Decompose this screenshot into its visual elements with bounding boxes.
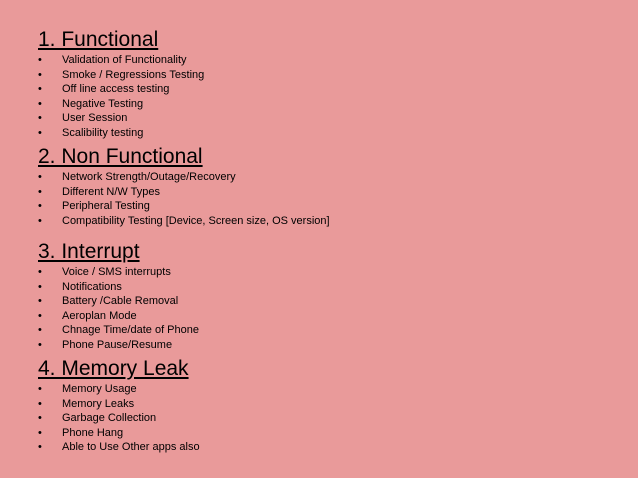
bullet-icon: • [38, 214, 42, 227]
section-functional [38, 28, 204, 140]
section-heading: 1. Functional [38, 28, 159, 51]
list-item [38, 411, 200, 426]
list-item [38, 170, 330, 185]
bullet-list [38, 170, 330, 228]
bullet-icon: • [38, 295, 42, 307]
bullet-icon: • [38, 54, 42, 66]
list-item [38, 280, 199, 295]
bullet-icon: • [38, 112, 42, 124]
list-item [38, 426, 200, 441]
list-item [38, 111, 204, 126]
list-item-text: Compatibility Testing [Device, Screen size, OS version] [62, 214, 330, 227]
section-heading: 2. Non Functional [38, 145, 203, 168]
bullet-icon: • [38, 280, 42, 293]
list-item-text: Negative Testing [62, 97, 144, 110]
bullet-icon: • [38, 324, 42, 336]
list-item-text: Smoke / Regressions Testing [62, 68, 205, 81]
list-item [38, 294, 199, 309]
list-item [38, 338, 199, 353]
bullet-icon: • [38, 309, 42, 322]
bullet-icon: • [38, 97, 42, 110]
list-item [38, 199, 330, 214]
bullet-icon: • [38, 200, 42, 212]
list-item-text: Memory Leaks [62, 397, 135, 410]
list-item [38, 97, 204, 112]
bullet-icon: • [38, 266, 42, 278]
list-item-text: Peripheral Testing [62, 200, 150, 212]
bullet-icon: • [38, 383, 42, 395]
list-item [38, 185, 330, 200]
list-item [38, 214, 330, 229]
list-item-text: Garbage Collection [62, 412, 157, 424]
bullet-icon: • [38, 171, 42, 183]
list-item [38, 126, 204, 141]
bullet-icon: • [38, 441, 42, 453]
list-item-text: Able to Use Other apps also [62, 441, 200, 453]
list-item-text: Network Strength/Outage/Recovery [62, 171, 236, 183]
list-item-text: Notifications [62, 280, 122, 293]
list-item-text: Aeroplan Mode [62, 309, 137, 322]
list-item-text: User Session [62, 112, 128, 124]
list-item-text: Validation of Functionality [62, 54, 187, 66]
bullet-list [38, 53, 204, 140]
bullet-icon: • [38, 338, 42, 351]
section-non-functional [38, 145, 330, 228]
list-item-text: Chnage Time/date of Phone [62, 324, 199, 336]
list-item [38, 309, 199, 324]
section-heading: 3. Interrupt [38, 240, 140, 263]
list-item [38, 82, 204, 97]
list-item [38, 53, 204, 68]
section-interrupt [38, 240, 199, 352]
list-item-text: Different N/W Types [62, 185, 161, 198]
list-item-text: Off line access testing [62, 83, 170, 95]
list-item [38, 440, 200, 455]
list-item-text: Battery /Cable Removal [62, 295, 179, 307]
bullet-icon: • [38, 426, 42, 439]
bullet-icon: • [38, 68, 42, 81]
bullet-icon: • [38, 397, 42, 410]
bullet-icon: • [38, 126, 42, 139]
list-item [38, 397, 200, 412]
bullet-icon: • [38, 412, 42, 424]
bullet-icon: • [38, 185, 42, 198]
list-item-text: Scalibility testing [62, 126, 144, 139]
list-item [38, 382, 200, 397]
bullet-icon: • [38, 83, 42, 95]
list-item [38, 323, 199, 338]
list-item [38, 265, 199, 280]
section-heading: 4. Memory Leak [38, 357, 189, 380]
list-item-text: Voice / SMS interrupts [62, 266, 171, 278]
list-item [38, 68, 204, 83]
list-item-text: Phone Hang [62, 426, 124, 439]
bullet-list [38, 265, 199, 352]
list-item-text: Phone Pause/Resume [62, 338, 173, 351]
list-item-text: Memory Usage [62, 383, 137, 395]
section-memory-leak [38, 357, 200, 455]
bullet-list [38, 382, 200, 455]
